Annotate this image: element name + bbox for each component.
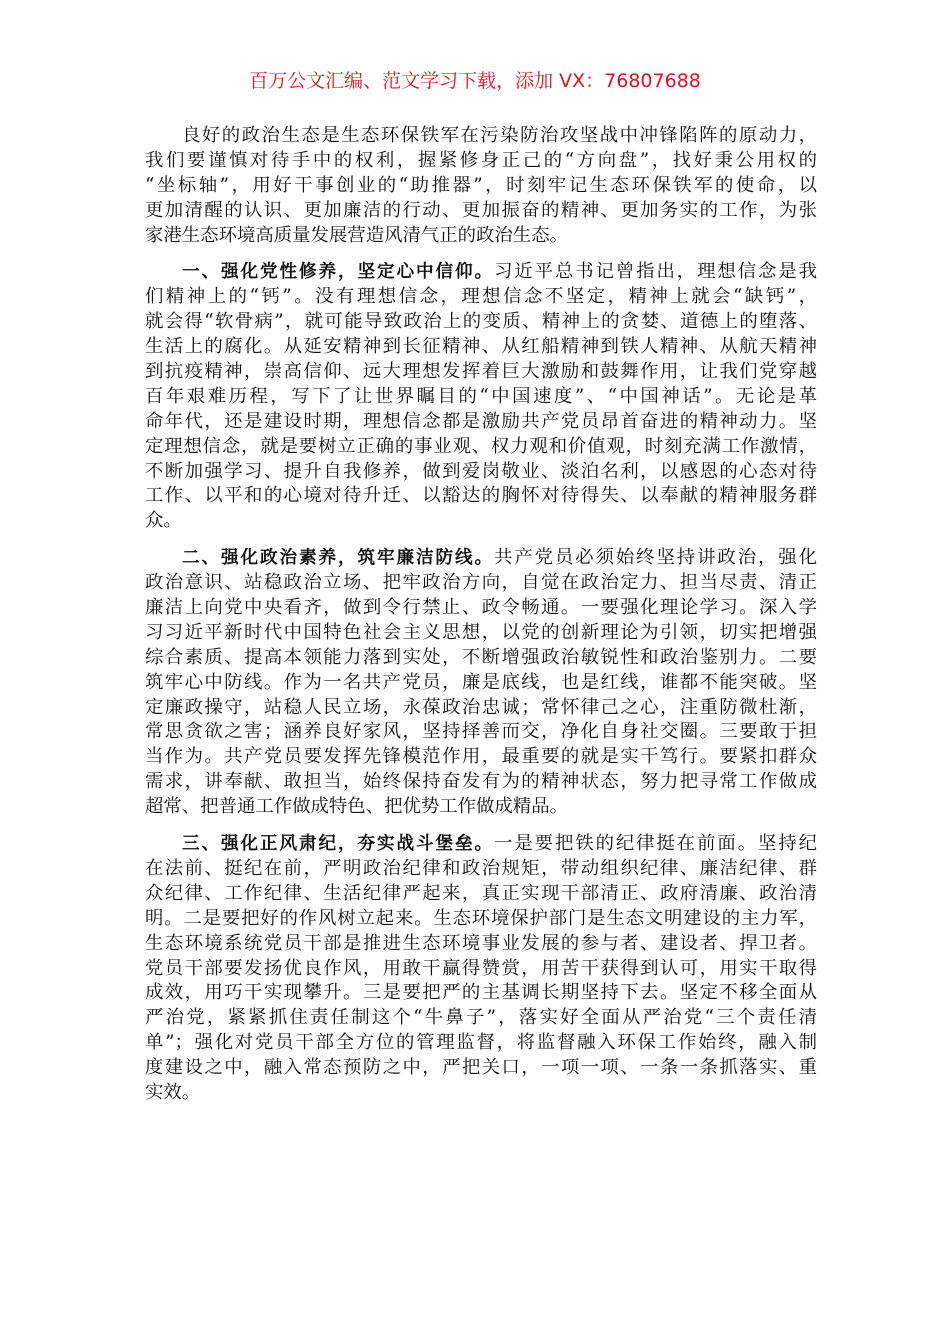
- document-body: [145, 124, 817, 1118]
- text-line: 综合素质、提高本领能力落到实处，不断增强政治敏锐性和政治鉴别力。二要: [145, 646, 817, 668]
- text-line: 在法前、挺纪在前，严明政治纪律和政治规矩，带动组织纪律、廉洁纪律、群: [145, 857, 817, 879]
- text-line: 筑牢心中防线。作为一名共产党员，廉是底线，也是红线，谁都不能突破。坚: [145, 671, 817, 693]
- watermark-header: 百万公文汇编、范文学习下载，添加 VX：76807688: [249, 70, 701, 92]
- text-line: 成效，用巧干实现攀升。三是要把严的主基调长期坚持下去。坚定不移全面从: [145, 982, 817, 1004]
- text-span: 习近平总书记曾指出，理想信念是我: [494, 261, 817, 283]
- text-line: 单”；强化对党员干部全方位的管理监督，将监督融入环保工作始终，融入制: [145, 1032, 817, 1054]
- text-line: 众。: [145, 510, 182, 532]
- section-heading: 三、强化正风肃纪，夯实战斗堡垒。: [182, 834, 495, 855]
- text-line: 政治意识、站稳政治立场、把牢政治方向，自觉在政治定力、担当尽责、清正: [145, 572, 817, 594]
- text-line: 定理想信念，就是要树立正确的事业观、权力观和价值观，时刻充满工作激情，: [145, 435, 817, 457]
- text-line: 廉洁上向党中央看齐，做到令行禁止、政令畅通。一要强化理论学习。深入学: [145, 597, 817, 619]
- text-line: 命年代，还是建设时期，理想信念都是激励共产党员昂首奋进的精神动力。坚: [145, 410, 817, 432]
- text-span: 一是要把铁的纪律挺在前面。坚持纪: [494, 833, 817, 855]
- text-line: 当作为。共产党员要发挥先锋模范作用，最重要的就是实干笃行。要紧扣群众: [145, 746, 817, 768]
- text-line: 众纪律、工作纪律、生活纪律严起来，真正实现干部清正、政府清廉、政治清: [145, 882, 817, 904]
- intro-paragraph: [145, 124, 817, 248]
- section-paragraph: [145, 260, 817, 534]
- section-heading: 二、强化政治素养，筑牢廉洁防线。: [182, 548, 495, 569]
- text-line: [145, 546, 817, 571]
- text-line: 不断加强学习、提升自我修养，做到爱岗敬业、淡泊名利，以感恩的心态对待: [145, 460, 817, 482]
- text-line: 我们要谨慎对待手中的权利，握紧修身正己的“方向盘”，找好秉公用权的: [145, 149, 817, 171]
- text-line: “坐标轴”，用好干事创业的“助推器”，时刻牢记生态环保铁军的使命，以: [145, 174, 817, 196]
- text-line: 良好的政治生态是生态环保铁军在污染防治攻坚战中冲锋陷阵的原动力，: [182, 125, 817, 146]
- text-line: 实效。: [145, 1081, 201, 1103]
- text-line: 定廉政操守，站稳人民立场，永葆政治忠诚；常怀律己之心，注重防微杜渐，: [145, 696, 817, 718]
- text-line: 党员干部要发扬优良作风，用敢干赢得赞赏，用苦干获得到认可，用实干取得: [145, 957, 817, 979]
- text-line: 明。二是要把好的作风树立起来。生态环境保护部门是生态文明建设的主力军，: [145, 907, 817, 929]
- text-line: 超常、把普通工作做成特色、把优势工作做成精品。: [145, 796, 568, 818]
- text-line: 就会得“软骨病”，就可能导致政治上的变质、精神上的贪婪、道德上的堕落、: [145, 311, 817, 333]
- text-line: 习习近平新时代中国特色社会主义思想，以党的创新理论为引领，切实把增强: [145, 621, 817, 643]
- section-paragraph: [145, 546, 817, 820]
- text-line: 常思贪欲之害；涵养良好家风，坚持择善而交，净化自身社交圈。三要敢于担: [145, 721, 817, 743]
- text-line: 需求，讲奉献、敢担当，始终保持奋发有为的精神状态，努力把寻常工作做成: [145, 771, 817, 793]
- text-line: 严治党，紧紧抓住责任制这个“牛鼻子”，落实好全面从严治党“三个责任清: [145, 1007, 817, 1029]
- text-line: 百年艰难历程，写下了让世界瞩目的“中国速度”、“中国神话”。无论是革: [145, 385, 817, 407]
- section-paragraph: [145, 832, 817, 1106]
- text-line: 工作、以平和的心境对待升迁、以豁达的胸怀对待得失、以奉献的精神服务群: [145, 485, 817, 507]
- text-line: 更加清醒的认识、更加廉洁的行动、更加振奋的精神、更加务实的工作，为张: [145, 199, 817, 221]
- text-line: 到抗疫精神，崇高信仰、远大理想发挥着巨大激励和鼓舞作用，让我们党穿越: [145, 361, 817, 383]
- text-line: 家港生态环境高质量发展营造风清气正的政治生态。: [145, 224, 568, 246]
- text-span: 共产党员必须始终坚持讲政治，强化: [494, 547, 817, 569]
- text-line: [145, 832, 817, 857]
- text-line: 们精神上的“钙”。没有理想信念，理想信念不坚定，精神上就会“缺钙”，: [145, 286, 817, 308]
- text-line: 生态环境系统党员干部是推进生态环境事业发展的参与者、建设者、捍卫者。: [145, 932, 817, 954]
- section-heading: 一、强化党性修养，坚定心中信仰。: [182, 262, 495, 283]
- text-line: 度建设之中，融入常态预防之中，严把关口，一项一项、一条一条抓落实、重: [145, 1057, 817, 1079]
- text-line: [145, 260, 817, 285]
- text-line: 生活上的腐化。从延安精神到长征精神、从红船精神到铁人精神、从航天精神: [145, 336, 817, 358]
